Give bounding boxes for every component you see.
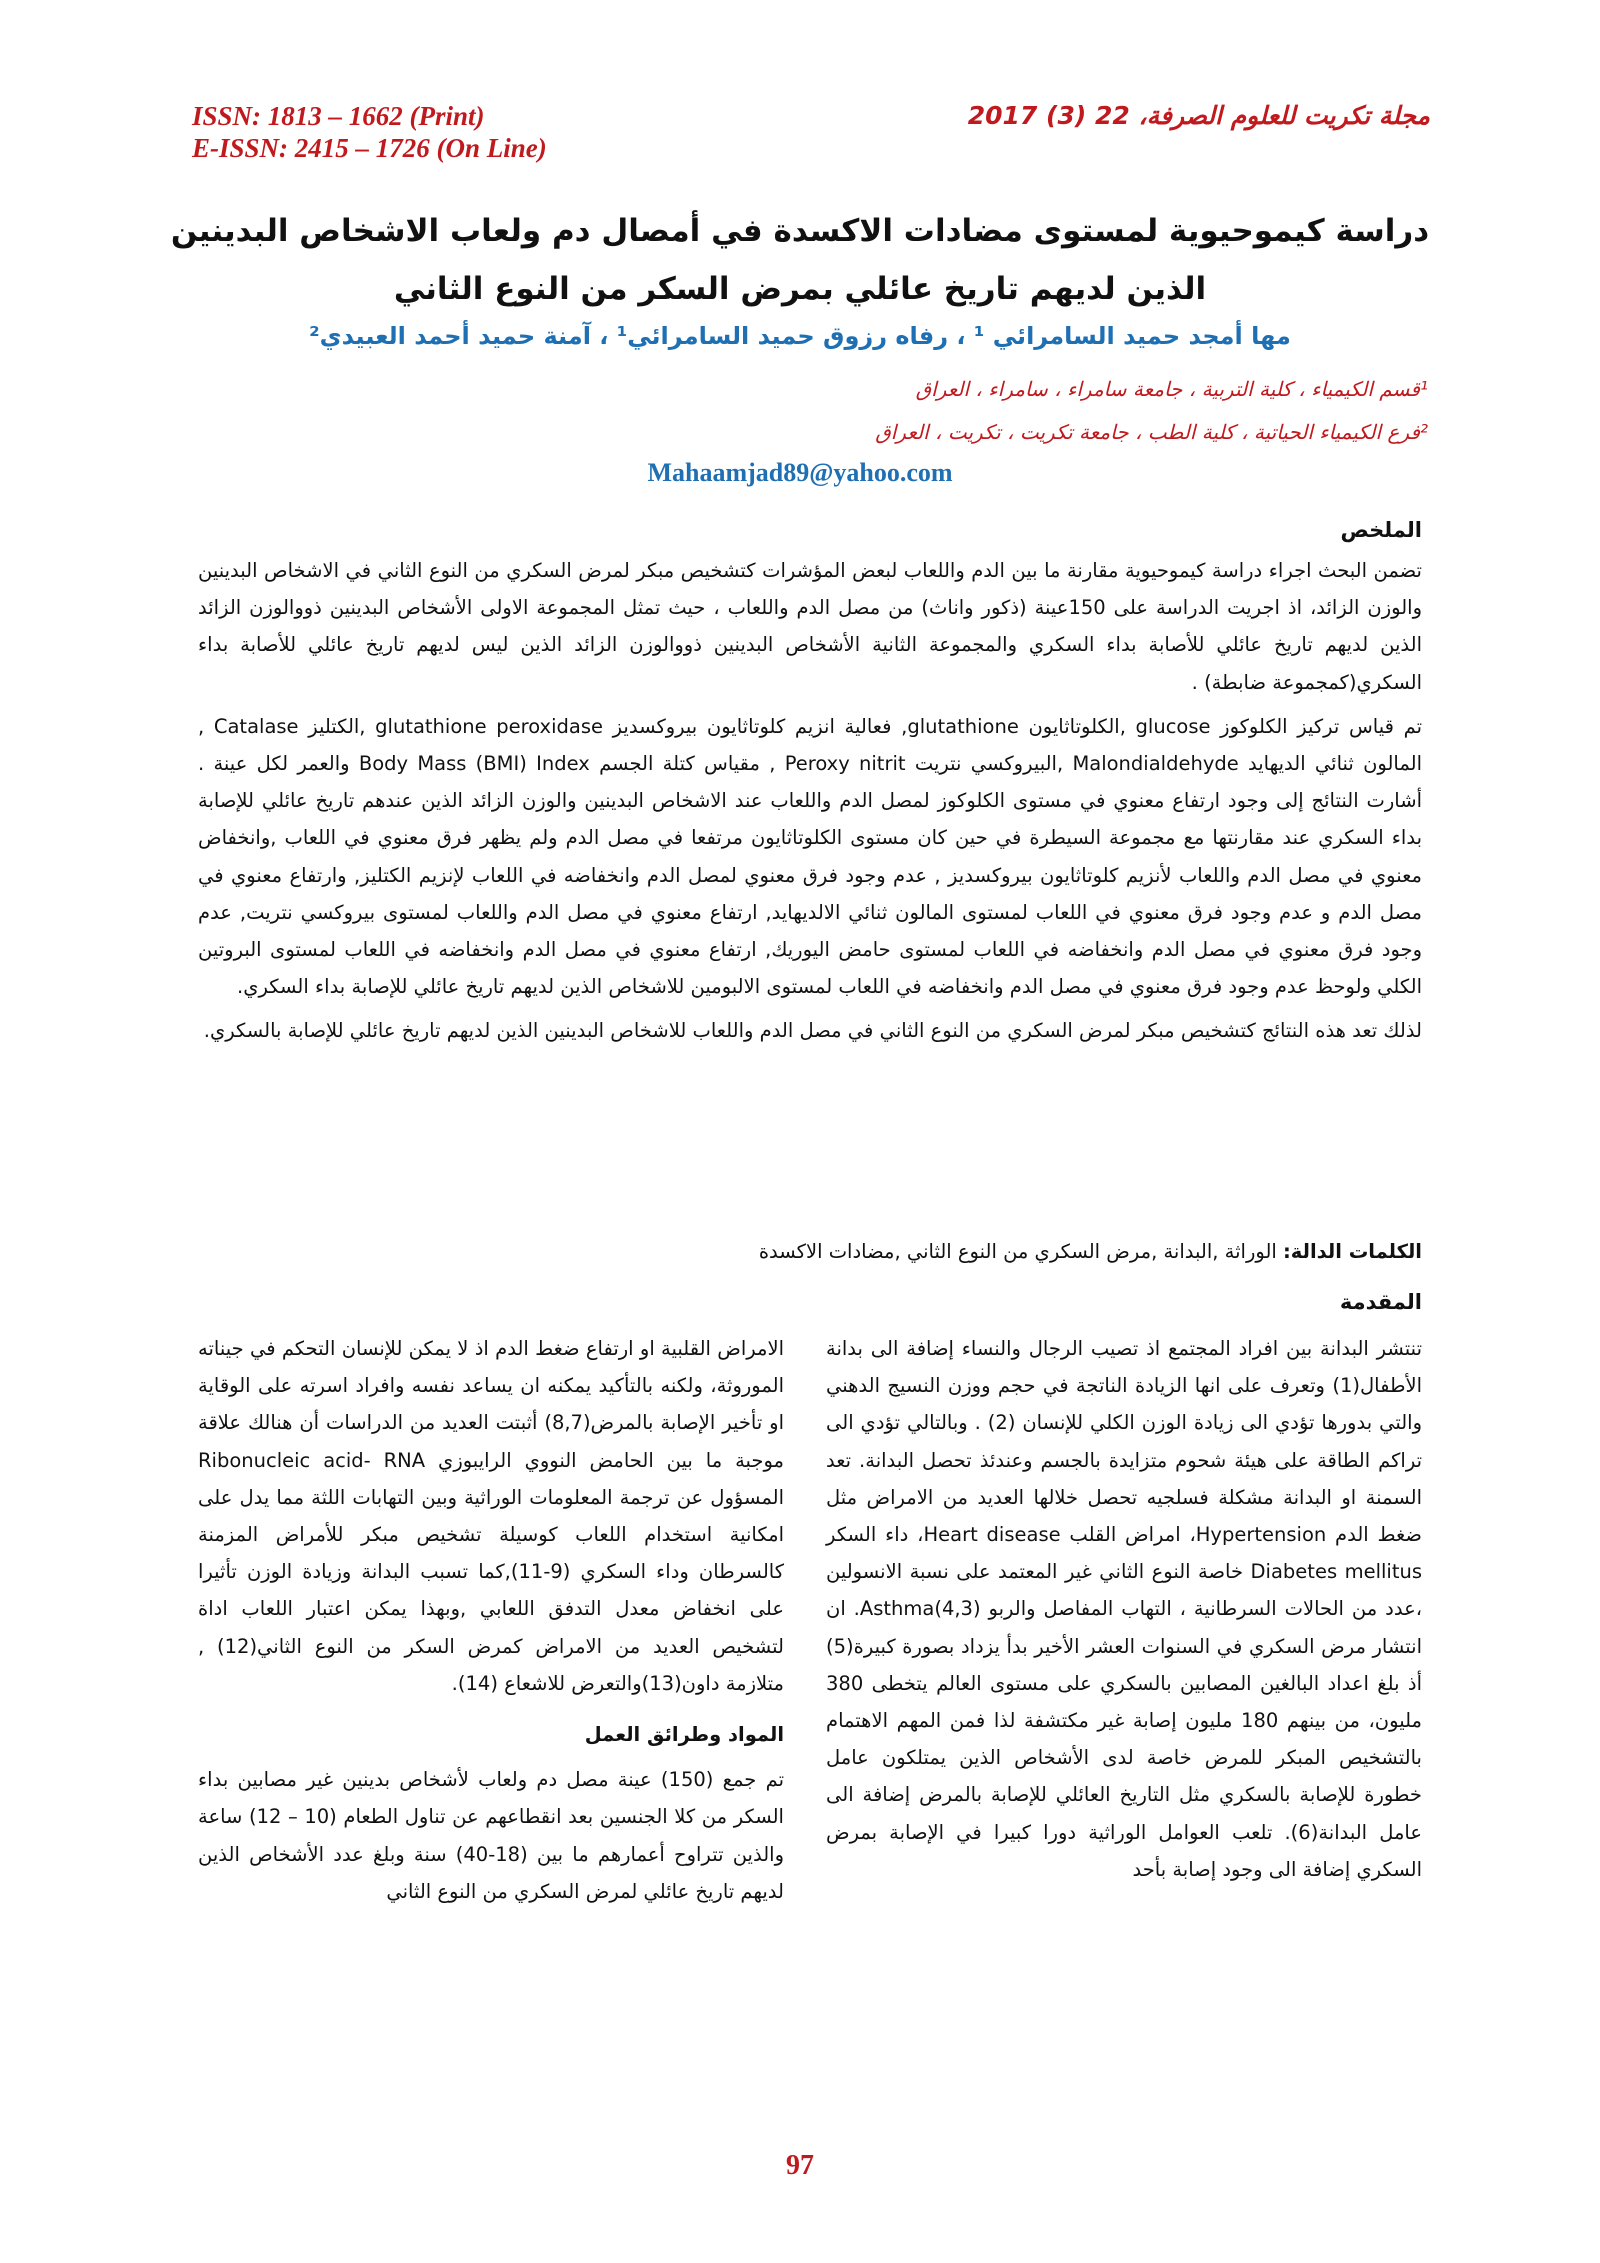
- affiliation-2: ²فرع الكيمياء الحياتية ، كلية الطب ، جامعة تكريت ، تكريت ، العراق: [875, 420, 1428, 444]
- page-number: 97: [786, 2150, 814, 2181]
- contact-email[interactable]: Mahaamjad89@yahoo.com: [647, 458, 953, 487]
- paper-title: دراسة كيموحيوية لمستوى مضادات الاكسدة في أمصال دم ولعاب الاشخاص البدينين الذين لديهم تاريخ عائلي بمرض السكر من النوع الثاني: [170, 213, 1430, 307]
- affiliation-1: ¹قسم الكيمياء ، كلية التربية ، جامعة سامراء ، سامراء ، العراق: [915, 377, 1428, 401]
- methods-heading: المواد وطرائق العمل: [584, 1723, 784, 1747]
- introduction-heading: المقدمة: [1339, 1290, 1422, 1314]
- issn-block: [192, 100, 547, 164]
- keywords-text: الوراثة ,البدانة ,مرض السكري من النوع الثاني ,مضادات الاكسدة: [758, 1240, 1283, 1263]
- keywords-line: [198, 1240, 1422, 1263]
- abstract-heading: الملخص: [1340, 518, 1422, 542]
- methods-paragraph: تم جمع (150) عينة مصل دم ولعاب لأشخاص بدينين غير مصابين بداء السكر من كلا الجنسين بعد انقطاعهم عن تناول الطعام (10 – 12) ساعة والذين تتراوح أعمارهم ما بين (18-40) سنة وبلغ عدد الأشخاص الذين لديهم تاريخ عائلي لمرض السكري من النوع الثاني: [198, 1768, 784, 1903]
- introduction-paragraph: الامراض القلبية او ارتفاع ضغط الدم اذ لا يمكن للإنسان التحكم في جيناته الموروثة، ولكنه بالتأكيد يمكنه ان يساعد نفسه وافراد اسرته على الوقاية او تأخير الإصابة بالمرض(8,7) أثبتت العديد من الدراسات أن هنالك علاقة موجبة ما بين الحامض النووي الرايبوزي Ribonucleic acid- RNA المسؤول عن ترجمة المعلومات الوراثية وبين التهابات اللثة مما يدل على امكانية استخدام اللعاب كوسيلة تشخيص مبكر للأمراض المزمنة كالسرطان وداء السكري (9-11),كما تسبب البدانة وزيادة الوزن تأثيرا على انخفاض معدل التدفق اللعابي ,وبهذا يمكن اعتبار اللعاب اداة لتشخيص العديد من الامراض كمرض السكر من النوع الثاني(12) , متلازمة داون(13)والتعرض للاشعاع (14).: [198, 1337, 784, 1695]
- abstract-paragraph: تضمن البحث اجراء دراسة كيموحيوية مقارنة ما بين الدم واللعاب لبعض المؤشرات كتشخيص مبكر لمرض السكري من النوع الثاني في الاشخاص البدينين والوزن الزائد، اذ اجريت الدراسة على 150عينة (ذكور واناث) من مصل الدم واللعاب ، حيث تمثل المجموعة الاولى الأشخاص البدينين ذووالوزن الزائد الذين لديهم تاريخ عائلي للأصابة بداء السكري والمجموعة الثانية الأشخاص البدينين ذووالوزن الزائد الذين ليس لديهم تاريخ عائلي للأصابة بداء السكري(كمجموعة ضابطة) .: [198, 559, 1423, 694]
- issn-online: E-ISSN: 2415 – 1726 (On Line): [192, 133, 547, 163]
- introduction-left-column: [198, 1330, 784, 1910]
- keywords-label: الكلمات الدالة:: [1283, 1240, 1422, 1263]
- abstract-paragraph: تم قياس تركيز الكلوكوز glucose ,الكلوتاثايون glutathione, فعالية انزيم كلوتاثايون بيروكسديز glutathione peroxidase ,الكتليز Catalase , المالون ثنائي الديهايد Malondialdehyde ,البيروكسي نتريت Peroxy nitrit , مقياس كتلة الجسم Body Mass (BMI) Index والعمر لكل عينة . أشارت النتائج إلى وجود ارتفاع معنوي في مستوى الكلوكوز لمصل الدم واللعاب عند الاشخاص البدينين والوزن الزائد الذين عندهم تاريخ عائلي للإصابة بداء السكري عند مقارنتها مع مجموعة السيطرة في حين كان مستوى الكلوتاثايون مرتفعا في مصل الدم ولم يظهر فرق معنوي في اللعاب ,وانخفاض معنوي في مصل الدم واللعاب لأنزيم كلوتاثايون بيروكسديز , عدم وجود فرق معنوي لمصل الدم وانخفاضه في اللعاب لإنزيم الكتليز, وارتفاع معنوي في مصل الدم و عدم وجود فرق معنوي في اللعاب لمستوى المالون ثنائي الالديهايد, ارتفاع معنوي في مصل الدم واللعاب لمستوى بيروكسي نتريت, عدم وجود فرق معنوي في مصل الدم وانخفاضه في اللعاب لمستوى حامض اليوريك, ارتفاع معنوي في مصل الدم وانخفاضه في اللعاب لمستوى البروتين الكلي ولوحظ عدم وجود فرق معنوي في مصل الدم وانخفاضه في اللعاب لمستوى الالبومين للاشخاص الذين لديهم تاريخ عائلي للإصابة بداء السكري.: [198, 714, 1422, 999]
- introduction-right-column: [826, 1330, 1422, 1888]
- introduction-paragraph: تنتشر البدانة بين افراد المجتمع اذ تصيب الرجال والنساء إضافة الى بدانة الأطفال(1) وتعرف على انها الزيادة الناتجة في حجم ووزن النسيج الدهني والتي بدورها تؤدي الى زيادة الوزن الكلي للإنسان (2) . وبالتالي تؤدي الى تراكم الطاقة على هيئة شحوم متزايدة بالجسم وعندئذ تحصل البدانة. تعد السمنة او البدانة مشكلة فسلجيه تحصل خلالها العديد من الامراض مثل ضغط الدم Hypertension، امراض القلب Heart disease، داء السكر Diabetes mellitus خاصة النوع الثاني غير المعتمد على نسبة الانسولين ،عدد من الحالات السرطانية ، التهاب المفاصل والربو Asthma(4,3). ان انتشار مرض السكري في السنوات العشر الأخير بدأ يزداد بصورة كبيرة(5) أذ بلغ اعداد البالغين المصابين بالسكري على مستوى العالم يتخطى 380 مليون، من بينهم 180 مليون إصابة غير مكتشفة لذا فمن المهم الاهتمام بالتشخيص المبكر للمرض خاصة لدى الأشخاص الذين يمتلكون عامل خطورة للإصابة بالسكري مثل التاريخ العائلي للإصابة بالمرض إضافة الى عامل البدانة(6). تلعب العوامل الوراثية دورا كبيرا في الإصابة بمرض السكري إضافة الى وجود إصابة بأحد: [826, 1337, 1423, 1881]
- abstract-paragraph: لذلك تعد هذه النتائج كتشخيص مبكر لمرض السكري من النوع الثاني في مصل الدم واللعاب للاشخاص البدينين الذين لديهم تاريخ عائلي للإصابة بالسكري.: [203, 1019, 1422, 1043]
- author-list: مها أمجد حميد السامرائي ¹ ، رفاه رزوق حميد السامرائي¹ ، آمنة حميد أحمد العبيدي²: [309, 322, 1291, 350]
- abstract-body: [198, 552, 1422, 1050]
- journal-name: مجلة تكريت للعلوم الصرفة، 22 (3) 2017: [967, 101, 1430, 130]
- issn-print: ISSN: 1813 – 1662 (Print): [192, 101, 485, 131]
